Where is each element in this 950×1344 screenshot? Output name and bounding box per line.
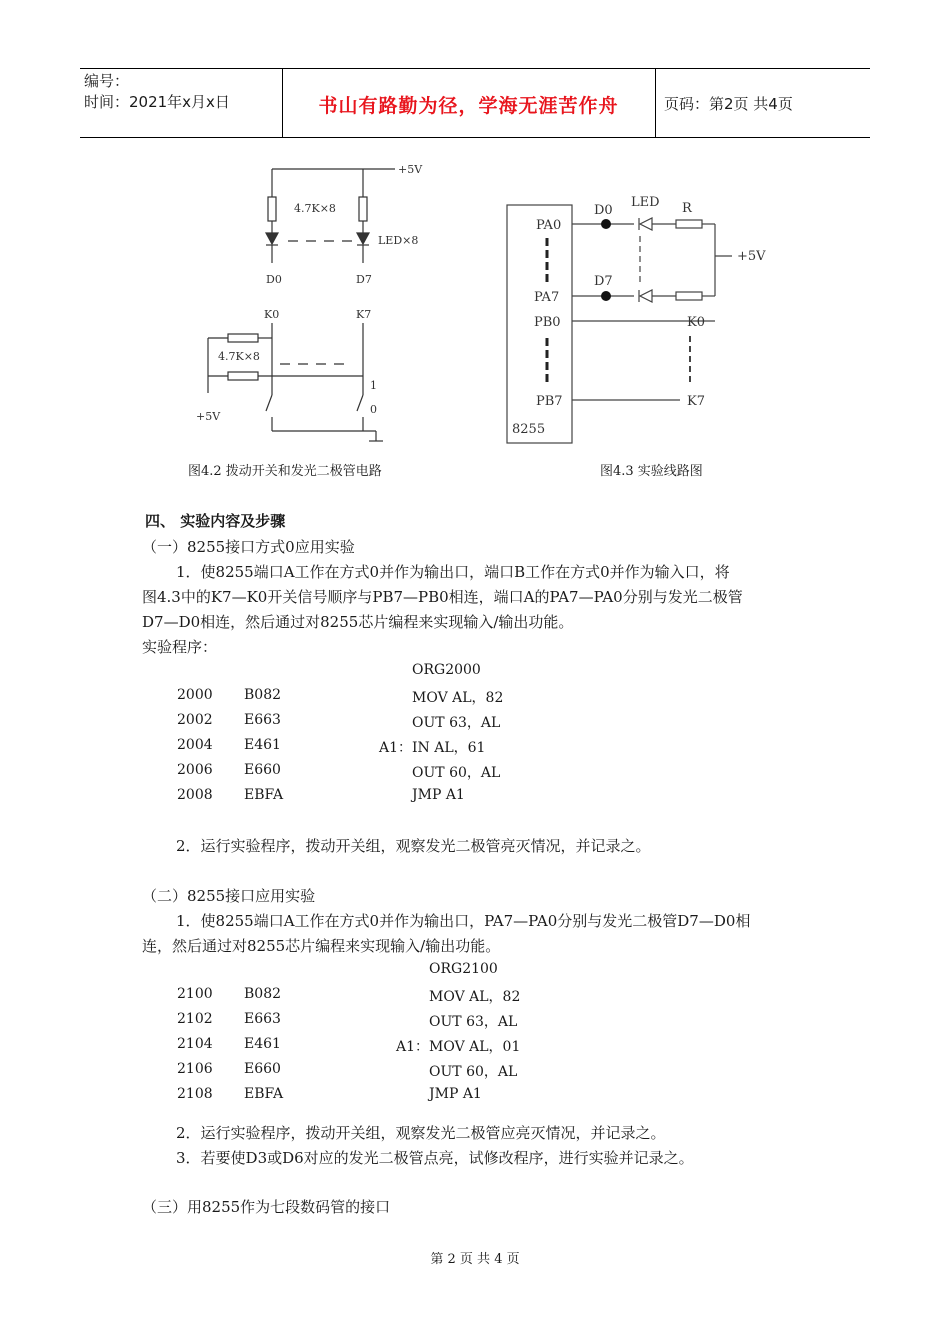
code-hex: E461 (244, 1036, 281, 1052)
pa7-label: PA7 (534, 290, 560, 305)
subsection-3-title: （三）用8255作为七段数码管的接口 (142, 1198, 391, 1216)
code-addr: 2002 (177, 712, 213, 728)
resistor-label: 4.7K×8 (294, 202, 336, 215)
paragraph-4: 2．运行实验程序，拨动开关组，观察发光二极管应亮灭情况，并记录之。 (176, 1124, 666, 1142)
code-addr: 2008 (177, 787, 213, 803)
code-hex: B082 (244, 986, 282, 1002)
pb0-label: PB0 (534, 315, 561, 330)
code-addr: 2004 (177, 737, 213, 753)
paragraph-5: 3．若要使D3或D6对应的发光二极管点亮，试修改程序，进行实验并记录之。 (176, 1149, 694, 1167)
code-addr: 2100 (177, 986, 213, 1002)
resistor-label-2: 4.7K×8 (218, 350, 260, 363)
code-addr: 2104 (177, 1036, 213, 1052)
code-instruction: OUT 63，AL (429, 1014, 518, 1030)
switch-off-label: 0 (370, 403, 377, 416)
switch-on-label: 1 (370, 379, 377, 392)
subsection-2-title: （二）8255接口应用实验 (142, 887, 316, 905)
section-title: 四、 实验内容及步骤 (145, 512, 286, 530)
code-addr: 2108 (177, 1086, 213, 1102)
code-instruction: MOV AL，01 (429, 1039, 521, 1055)
k7-label: K7 (356, 308, 372, 321)
subsection-1-title: （一）8255接口方式0应用实验 (142, 538, 355, 556)
time-label: 时间：2021年x月x日 (84, 93, 230, 111)
page-header (80, 68, 870, 138)
led-label: LED×8 (378, 234, 419, 247)
resistor-label: R (682, 201, 692, 216)
code-instruction: OUT 60，AL (412, 765, 501, 781)
code-instruction: JMP A1 (429, 1086, 482, 1102)
pb7-label: PB7 (536, 394, 563, 409)
vcc-label: +5V (737, 249, 766, 264)
code-hex: EBFA (244, 787, 284, 803)
code-org-2: ORG2100 (429, 961, 498, 977)
number-label: 编号： (84, 72, 130, 90)
pa0-label: PA0 (536, 218, 562, 233)
code-instruction: OUT 60，AL (429, 1064, 518, 1080)
code-label: A1： (379, 740, 413, 756)
d7-label: D7 (594, 274, 613, 289)
k0-label: K0 (687, 315, 705, 330)
header-page-label: 页码：第2页 共4页 (664, 95, 793, 113)
code-addr: 2006 (177, 762, 213, 778)
code-addr: 2106 (177, 1061, 213, 1077)
paragraph-1-line-2: 图4.3中的K7—K0开关信号顺序与PB7—PB0相连，端口A的PA7—PA0分别与发光二极管 (142, 588, 743, 606)
d0-label: D0 (594, 203, 613, 218)
figure-4-2-caption: 图4.2 拨动开关和发光二极管电路 (188, 464, 382, 479)
figure-4-2-circuit (180, 155, 440, 455)
page-footer: 第 2 页 共 4 页 (430, 1252, 520, 1267)
d0-label: D0 (266, 273, 282, 286)
header-meta (84, 71, 280, 113)
code-instruction: IN AL，61 (412, 740, 486, 756)
figure-4-3-circuit (500, 190, 790, 445)
paragraph-2: 2．运行实验程序，拨动开关组，观察发光二极管亮灭情况，并记录之。 (176, 837, 651, 855)
code-instruction: OUT 63，AL (412, 715, 501, 731)
vcc-label-2: +5V (196, 410, 221, 423)
code-org-1: ORG2000 (412, 662, 481, 678)
paragraph-1-line-3: D7—D0相连，然后通过对8255芯片编程来实现输入/输出功能。 (142, 613, 574, 631)
vcc-label: +5V (398, 163, 423, 176)
code-instruction: JMP A1 (412, 787, 465, 803)
code-instruction: MOV AL，82 (412, 690, 504, 706)
led-label: LED (631, 195, 660, 210)
code-label: A1： (396, 1039, 430, 1055)
header-divider (655, 69, 656, 137)
paragraph-3-line-1: 1．使8255端口A工作在方式0并作为输出口，PA7—PA0分别与发光二极管D7—D0相 (176, 912, 751, 930)
paragraph-3-line-2: 连，然后通过对8255芯片编程来实现输入/输出功能。 (142, 937, 501, 955)
code-addr: 2102 (177, 1011, 213, 1027)
d7-label: D7 (356, 273, 372, 286)
program-label: 实验程序： (142, 638, 218, 656)
code-hex: B082 (244, 687, 282, 703)
k7-label: K7 (687, 394, 705, 409)
code-hex: E663 (244, 1011, 281, 1027)
code-hex: E461 (244, 737, 281, 753)
code-hex: E660 (244, 1061, 281, 1077)
header-motto: 书山有路勤为径，学海无涯苦作舟 (318, 95, 619, 117)
chip-label: 8255 (512, 422, 546, 437)
figure-4-3-caption: 图4.3 实验线路图 (600, 464, 703, 479)
code-hex: E660 (244, 762, 281, 778)
code-hex: EBFA (244, 1086, 284, 1102)
code-instruction: MOV AL，82 (429, 989, 521, 1005)
code-addr: 2000 (177, 687, 213, 703)
paragraph-1-line-1: 1．使8255端口A工作在方式0并作为输出口，端口B工作在方式0并作为输入口，将 (176, 563, 730, 581)
code-hex: E663 (244, 712, 281, 728)
k0-label: K0 (264, 308, 280, 321)
